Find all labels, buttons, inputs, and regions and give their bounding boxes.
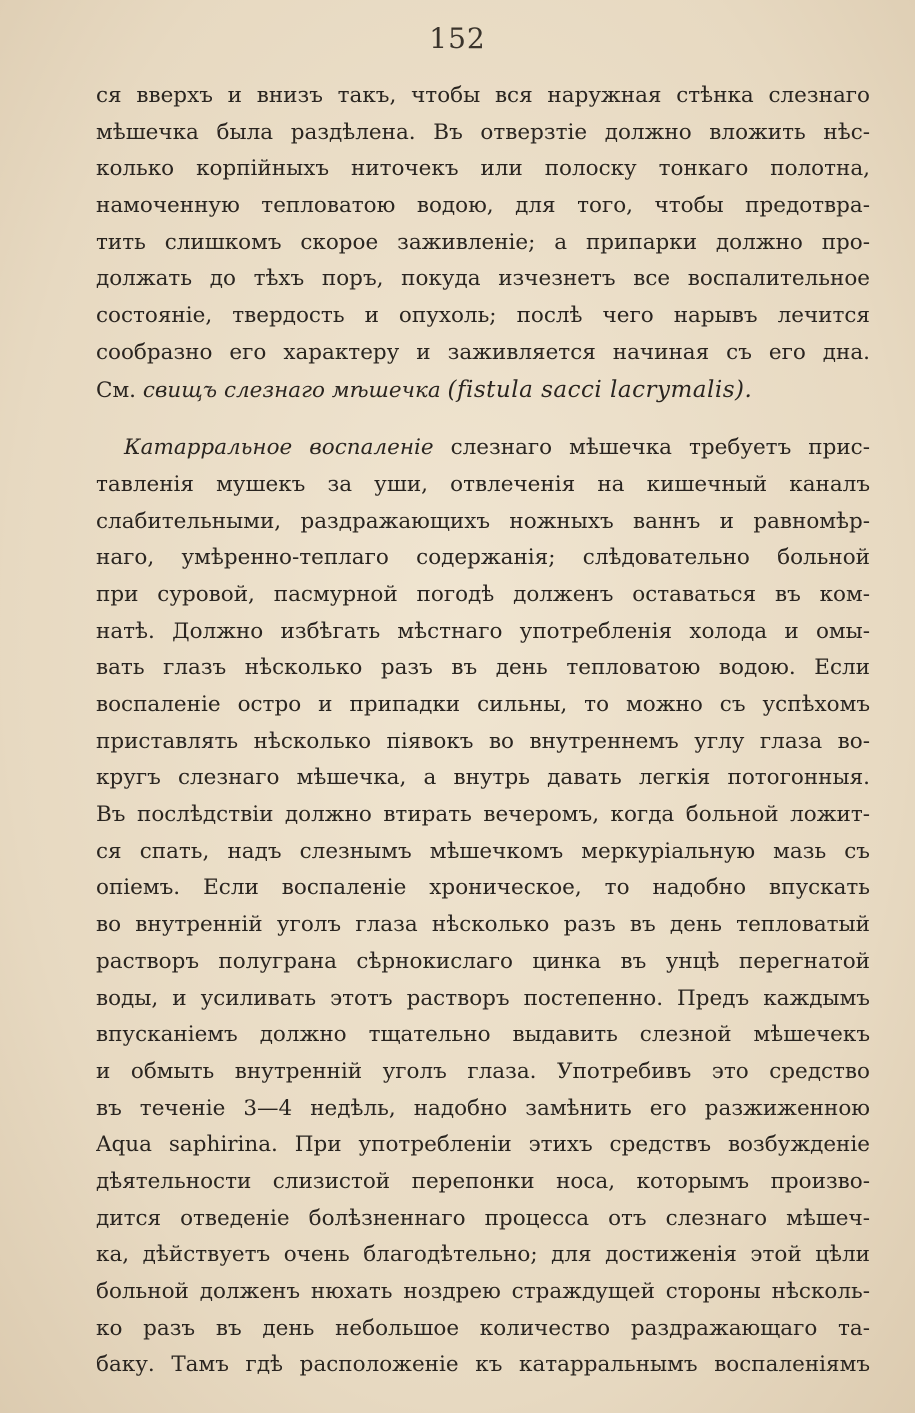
text-line: состояніе, твердость и опухоль; послѣ чего нарывъ лечится <box>96 303 870 329</box>
cross-reference-term: свищъ слезнаго мѣшечка <box>142 377 441 403</box>
text-line: приставлять нѣсколько піявокъ во внутреннемъ углу глаза во- <box>96 728 870 754</box>
text-line: воды, и усиливать этотъ растворъ постепенно. Предъ каждымъ <box>96 985 870 1011</box>
latin-term: (fistula sacci lacrymalis). <box>447 376 753 403</box>
first-line-rest: слезнаго мѣшечка требуетъ прис- <box>450 435 870 461</box>
text-line: дится отведеніе болѣзненнаго процесса отъ слезнаго мѣшеч- <box>96 1205 870 1231</box>
text-line: вать глазъ нѣсколько разъ въ день тепловатою водою. Если <box>96 655 870 681</box>
paragraph-2 <box>96 430 870 1384</box>
text-line: наго, умѣренно-теплаго содержанія; слѣдовательно больной <box>96 545 870 571</box>
paragraph-gap <box>96 408 870 430</box>
text-line: мѣшечка была раздѣлена. Въ отверзтіе должно вложить нѣс- <box>96 119 870 145</box>
text-line: и обмыть внутренній уголъ глаза. Употребивъ это средство <box>96 1058 870 1084</box>
text-line: при суровой, пасмурной погодѣ долженъ оставаться въ ком- <box>96 581 870 607</box>
text-line: колько корпійныхъ ниточекъ или полоску тонкаго полотна, <box>96 156 870 182</box>
text-line: баку. Тамъ гдѣ расположеніе къ катарральнымъ воспаленіямъ <box>96 1352 870 1378</box>
text-line: ся спать, надъ слезнымъ мѣшечкомъ меркуріальную мазь съ <box>96 838 870 864</box>
text-line: растворъ полуграна сѣрнокислаго цинка въ унцѣ перегнатой <box>96 948 870 974</box>
text-line: натѣ. Должно избѣгать мѣстнаго употребленія холода и омы- <box>96 618 870 644</box>
see-abbreviation: См. <box>96 377 137 403</box>
text-line: дѣятельности слизистой перепонки носа, которымъ произво- <box>96 1168 870 1194</box>
text-line: больной долженъ нюхать ноздрею страждущей стороны нѣсколь- <box>96 1279 870 1304</box>
text-line: кругъ слезнаго мѣшечка, а внутрь давать легкія потогонныя. <box>96 765 870 791</box>
section-term: Катарральное воспаленіе <box>124 435 434 461</box>
text-line: ся вверхъ и внизъ такъ, чтобы вся наружная стѣнка слезнаго <box>96 83 870 108</box>
text-line: Въ послѣдствіи должно втирать вечеромъ, когда больной ложит- <box>96 802 870 828</box>
text-line: сообразно его характеру и заживляется начиная съ его дна. <box>96 339 870 365</box>
text-line: слабительными, раздражающихъ ножныхъ ваннъ и равномѣр- <box>96 508 870 534</box>
text-line: воспаленіе остро и припадки сильны, то можно съ успѣхомъ <box>96 692 870 717</box>
page-number: 152 <box>429 22 486 55</box>
cross-reference-line <box>96 372 870 409</box>
body-text <box>96 78 870 1384</box>
text-line: тавленія мушекъ за уши, отвлеченія на кишечный каналъ <box>96 471 870 497</box>
text-line: Aqua saphirina. При употребленіи этихъ средствъ возбужденіе <box>96 1132 870 1158</box>
paragraph-1 <box>96 78 870 408</box>
text-line: во внутренній уголъ глаза нѣсколько разъ въ день тепловатый <box>96 912 870 938</box>
text-line: должать до тѣхъ поръ, покуда изчезнетъ все воспалительное <box>96 266 870 292</box>
paragraph-2-first-line <box>96 430 870 467</box>
text-line: впусканіемъ должно тщательно выдавить слезной мѣшечекъ <box>96 1022 870 1048</box>
text-line: опіемъ. Если воспаленіе хроническое, то надобно впускать <box>96 875 870 901</box>
text-line: въ теченіе 3—4 недѣль, надобно замѣнить его разжиженною <box>96 1095 870 1121</box>
text-line: ко разъ въ день небольшое количество раздражающаго та- <box>96 1315 870 1341</box>
text-line: ка, дѣйствуетъ очень благодѣтельно; для достиженія этой цѣли <box>96 1242 870 1268</box>
text-line: намоченную тепловатою водою, для того, чтобы предотвра- <box>96 193 870 219</box>
text-line: тить слишкомъ скорое заживленіе; а припарки должно про- <box>96 229 870 255</box>
